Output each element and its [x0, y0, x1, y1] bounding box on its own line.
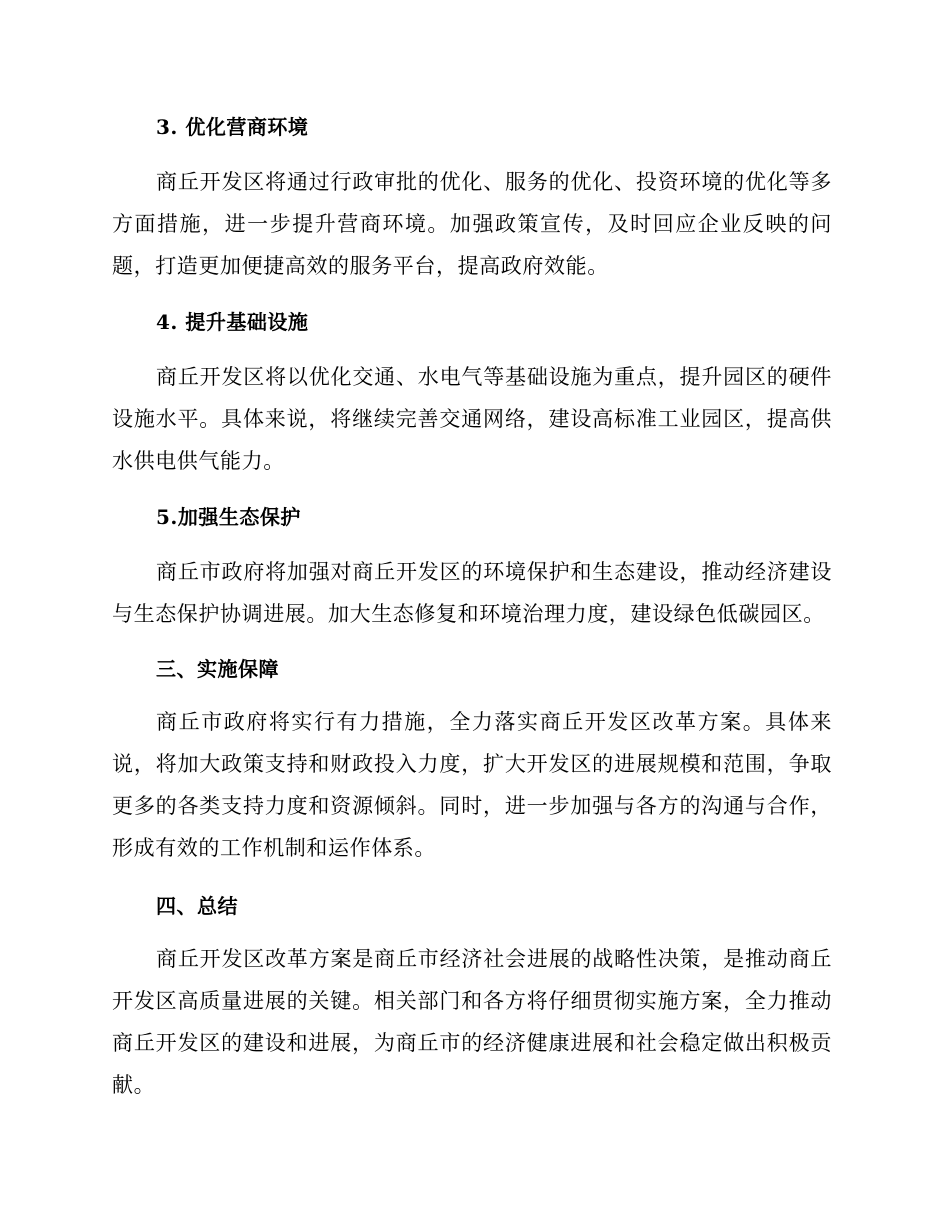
section-paragraph-implementation-guarantee: 商丘市政府将实行有力措施，全力落实商丘开发区改革方案。具体来说，将加大政策支持和财政投入力度，扩大开发区的进展规模和范围，争取更多的各类支持力度和资源倾斜。同时，进一步加强与各方的沟通与合作，形成有效的工作机制和运作体系。 [112, 710, 832, 860]
section-paragraph-optimize-business-environment: 商丘开发区将通过行政审批的优化、服务的优化、投资环境的优化等多方面措施，进一步提升营商环境。加强政策宣传，及时回应企业反映的问题，打造更加便捷高效的服务平台，提高政府效能。 [112, 170, 832, 278]
section-heading-improve-infrastructure: 4. 提升基础设施 [156, 310, 309, 334]
section-heading-optimize-business-environment: 3. 优化营商环境 [156, 115, 309, 139]
section-heading-implementation-guarantee: 三、实施保障 [156, 657, 279, 681]
section-heading-ecological-protection: 5.加强生态保护 [156, 505, 301, 529]
section-paragraph-summary: 商丘开发区改革方案是商丘市经济社会进展的战略性决策，是推动商丘开发区高质量进展的关键。相关部门和各方将仔细贯彻实施方案，全力推动商丘开发区的建设和进展，为商丘市的经济健康进展和社会稳定做出积极贡献。 [112, 947, 832, 1097]
section-heading-summary: 四、总结 [156, 894, 238, 918]
section-paragraph-ecological-protection: 商丘市政府将加强对商丘开发区的环境保护和生态建设，推动经济建设与生态保护协调进展。加大生态修复和环境治理力度，建设绿色低碳园区。 [112, 560, 832, 626]
section-paragraph-improve-infrastructure: 商丘开发区将以优化交通、水电气等基础设施为重点，提升园区的硬件设施水平。具体来说，将继续完善交通网络，建设高标准工业园区，提高供水供电供气能力。 [112, 365, 832, 473]
